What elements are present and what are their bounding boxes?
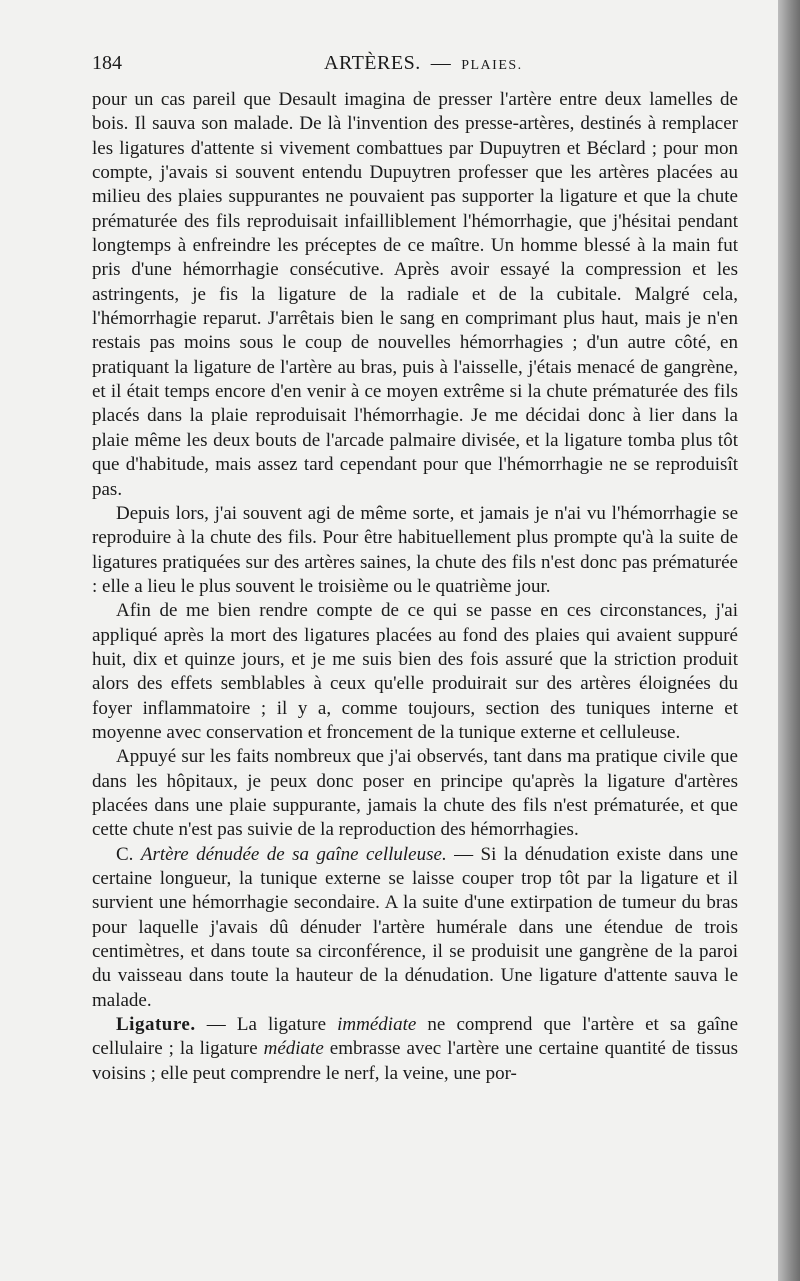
ligature-text-1: — La ligature [206, 1014, 327, 1036]
section-text: — Si la dénudation existe dans une certaine longueur, la tunique externe se laisse couper trop tôt par la ligature et il survient une hémorrhagie secondaire. A la suite d'une extirpation de tumeur du bras pour laquelle j'avais dû dénuder l'artère humérale dans une étendue de trois centimètres, et dans toute sa circonférence, il se produisit une gangrène de la paroi du vaisseau dans toute la hauteur de la dénudation. Une ligature d'attente sauva le malade. [92, 843, 739, 1011]
paragraph-2: Depuis lors, j'ai souvent agi de même sorte, et jamais je n'ai vu l'hémorrhagie se reproduire à la chute des fils. Pour être habituellement plus prompte qu'à la suite de ligatures pratiquées sur des artères saines, la chute des fils n'est donc pas prématurée : elle a lieu le plus souvent le troisième ou le quatrième jour. [92, 502, 738, 597]
page-edge [778, 0, 800, 1281]
ligature-em-mediate: médiate [263, 1038, 324, 1060]
paragraph-6 [92, 1013, 738, 1086]
chapter-title: ARTÈRES. [324, 52, 421, 74]
paragraph-3: Afin de me bien rendre compte de ce qui se passe en ces circonstances, j'ai appliqué après la mort des ligatures placées au fond des plaies qui avaient suppuré huit, dix et quinze jours, et je me suis bien des fois assuré que la striction produit alors des effets semblables à ceux qu'elle produirait sur des artères éloignées du foyer inflammatoire ; il y a, comme toujours, section des tuniques interne et moyenne avec conservation et froncement de la tunique externe et celluleuse. [92, 600, 738, 743]
paragraph-1: pour un cas pareil que Desault imagina de presser l'artère entre deux lamelles de bois. Il sauva son malade. De là l'invention des presse-artères, destinés à remplacer les ligatures d'attente si vivement combattues par Dupuytren et Béclard ; pour mon compte, j'avais si souvent entendu Dupuytren professer que les artères placées au milieu des plaies suppurantes ne pouvaient pas supporter la ligature et que la chute prématurée des fils reproduisait infailliblement l'hémorrhagie, que j'hésitai pendant longtemps à enfreindre les préceptes de ce maître. Un homme blessé à la main fut pris d'une hémorrhagie consécutive. Après avoir essayé la compression et les astringents, je fis la ligature de la radiale et de la cubitale. Malgré cela, l'hémorrhagie reparut. J'arrêtais bien le sang en comprimant plus haut, mais je n'en restais pas moins sous le coup de nouvelles hémorrhagies ; d'un autre côté, en pratiquant la ligature de l'artère au bras, puis à l'aisselle, j'étais menacé de gangrène, et il était temps encore d'en venir à ce moyen extrême si la chute prématurée des fils placés dans la plaie reproduisait l'hémorrhagie. Je me décidai donc à lier dans la plaie même les deux bouts de l'arcade palmaire divisée, et la ligature tomba plus tôt que d'habitude, mais assez tard cependant pour que l'hémorrhagie ne se reproduisît pas. [92, 89, 738, 500]
ligature-heading: Ligature. [116, 1014, 196, 1036]
running-header [92, 52, 738, 82]
ligature-em-immediate: immédiate [337, 1014, 417, 1036]
ligature-text-3: embrasse avec l'artère une certaine quantité de tissus voisins ; elle peut comprendre le nerf, la veine, une por- [92, 1038, 738, 1084]
section-heading: Artère dénudée de sa gaîne celluleuse. [140, 843, 447, 865]
ligature-text-2: ne comprend que l'artère et sa gaîne cellulaire ; la ligature [92, 1014, 739, 1060]
page-number: 184 [92, 52, 122, 74]
paragraph-5 [92, 843, 738, 1013]
title-dash: — [430, 52, 452, 74]
section-title: PLAIES. [461, 58, 523, 73]
running-title [324, 52, 523, 75]
section-label: C. [116, 843, 134, 865]
body-text [92, 88, 738, 1086]
paragraph-4: Appuyé sur les faits nombreux que j'ai observés, tant dans ma pratique civile que dans les hôpitaux, je peux donc poser en principe qu'après la ligature d'artères placées dans une plaie suppurante, jamais la chute des fils n'est prématurée, et que cette chute n'est pas suivie de la reproduction des hémorrhagies. [92, 746, 738, 841]
